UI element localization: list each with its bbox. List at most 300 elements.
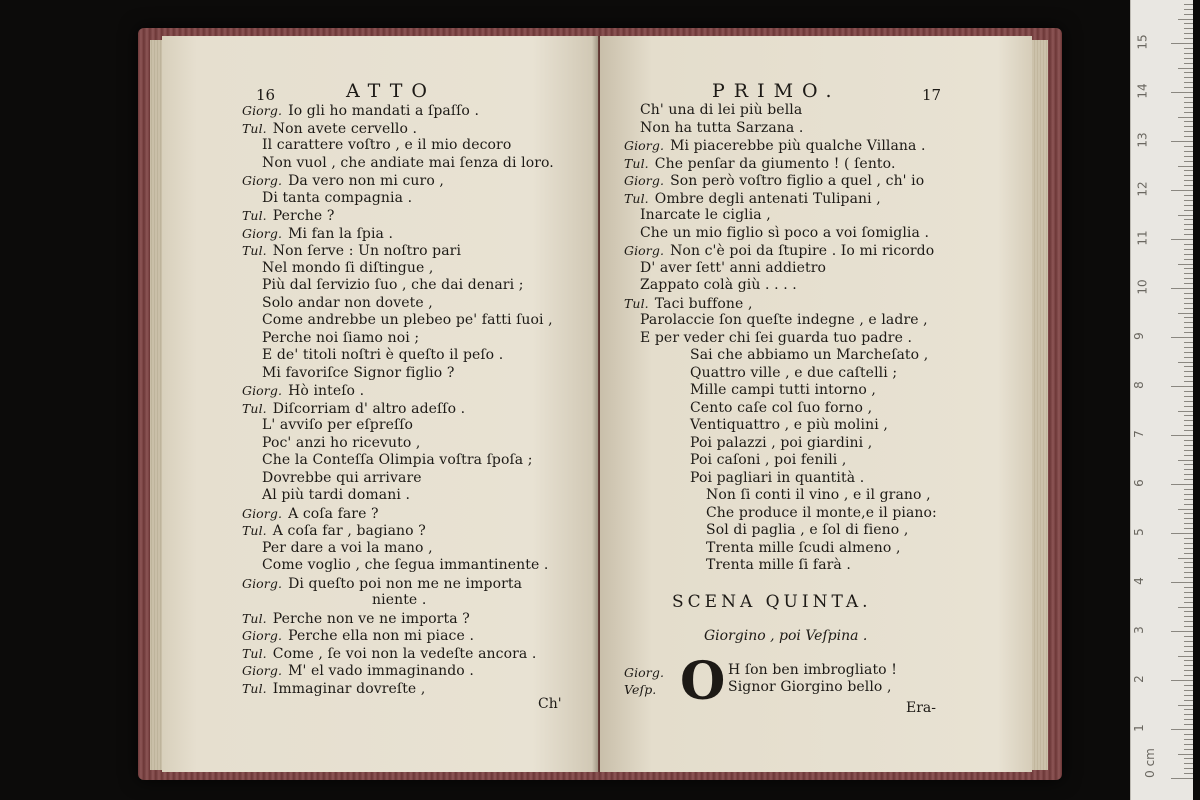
right-page-header: PRIMO. [712,80,841,102]
verse-line [262,312,553,329]
verse-line [242,225,393,243]
verse-text: Perche non ve ne importa ? [272,610,470,627]
ruler-label: 14 [1135,83,1150,99]
ruler-tick [1184,518,1193,519]
ruler-tick [1184,724,1193,725]
verse-text: Zappato colà giù . . . . [640,277,797,293]
right-page-number: 17 [922,86,942,104]
ruler-tick [1184,234,1193,235]
ruler-tick [1171,337,1193,338]
verse-line [640,225,929,242]
ruler-tick [1184,675,1193,676]
ruler-tick [1184,611,1193,612]
ruler-tick [1184,259,1193,260]
ruler-tick [1184,651,1193,652]
ruler-tick [1184,469,1193,470]
ruler-tick [1184,479,1193,480]
ruler-tick [1184,87,1193,88]
verse-text: Mi piacerebbe più qualche Villana . [670,138,926,154]
verse-line [690,452,847,469]
ruler-tick [1184,685,1193,686]
verse-line [706,522,908,539]
ruler-label: 1 [1131,724,1146,732]
verse-line [262,330,419,347]
verse-line [262,155,554,172]
verse-text: E de' titoli noſtri è queſto il peſo . [262,347,504,363]
ruler-tick [1184,636,1193,637]
ruler-tick [1184,244,1193,245]
ruler-tick [1178,117,1193,118]
measuring-ruler [1130,0,1193,800]
ruler-tick [1184,33,1193,34]
verse-text: Perche ? [272,208,335,224]
ruler-tick [1184,577,1193,578]
ruler-tick [1184,332,1193,333]
verse-text: Poc' anzi ho ricevuto , [262,434,421,451]
verse-line [640,102,802,119]
ruler-tick [1184,63,1193,64]
verse-line [640,120,803,137]
ruler-tick [1184,450,1193,451]
verse-text: Non avete cervello . [272,120,418,137]
verse-line [242,400,465,418]
verse-text: Non ha tutta Sarzana . [640,119,804,136]
speaker-label: Tul. [242,243,267,258]
ruler-tick [1184,665,1193,666]
verse-line [242,627,474,645]
verse-text: Per dare a voi la mano , [262,539,433,556]
ruler-tick [1184,616,1193,617]
ruler-tick [1184,357,1193,358]
verse-text: Sai che abbiamo un Marcheſato , [690,347,929,363]
ruler-tick [1184,474,1193,475]
verse-line [242,382,364,400]
left-page-number: 16 [256,86,276,104]
ruler-tick [1184,14,1193,15]
ruler-tick [1184,543,1193,544]
verse-line [624,155,896,173]
ruler-tick [1178,313,1193,314]
ruler-tick [1184,366,1193,367]
verse-text: Taci buffone , [654,295,753,312]
verse-line [624,172,924,190]
ruler-tick [1184,700,1193,701]
ruler-label: 5 [1131,528,1146,536]
ruler-tick [1184,455,1193,456]
verse-text: Signor Giorgino bello , [728,679,892,695]
verse-line [690,470,864,487]
speaker-label: Tul. [242,523,267,538]
speaker-label: Giorg. [624,138,665,153]
ruler-tick [1184,381,1193,382]
verse-text: Il carattere voſtro , e il mio decoro [262,137,512,153]
speaker-label: Tul. [242,645,267,661]
verse-text: Ventiquattro , e più molini , [690,417,888,433]
verse-text: Diſcorriam d' altro adeſſo . [272,400,466,417]
verse-text: Perche noi ſiamo noi ; [262,329,420,346]
ruler-tick [1184,504,1193,505]
ruler-tick [1184,528,1193,529]
ruler-tick [1171,631,1193,632]
ruler-tick [1184,538,1193,539]
verse-text: Poi pagliari in quantità . [690,469,865,486]
ruler-tick [1184,499,1193,500]
ruler-tick [1184,283,1193,284]
ruler-tick [1184,440,1193,441]
verse-line [262,347,503,364]
ruler-label: 11 [1135,230,1150,246]
verse-text: niente . [372,592,427,608]
verse-line [640,312,928,329]
verse-line [262,295,433,312]
verse-line [242,680,425,698]
ruler-tick [1171,680,1193,681]
ruler-tick [1184,739,1193,740]
ruler-label: 7 [1131,430,1146,438]
verse-line [640,330,912,347]
ruler-tick [1178,264,1193,265]
ruler-label: 12 [1135,181,1150,197]
ruler-tick [1184,695,1193,696]
ruler-tick [1184,749,1193,750]
drop-capital: O [680,651,726,712]
verse-line [706,487,931,504]
verse-line [262,277,524,294]
ruler-tick [1184,768,1193,769]
verse-line [690,417,888,434]
speaker-label: Tul. [242,208,267,223]
ruler-tick [1184,773,1193,774]
ruler-tick [1184,592,1193,593]
scene-title: SCENA QUINTA. [672,592,872,612]
verse-line [706,540,901,557]
ruler-label: 15 [1135,34,1150,50]
ruler-label: 8 [1131,381,1146,389]
left-catchword: Ch' [538,696,562,712]
speaker-label: Giorg. [242,628,283,643]
verse-text: Poi palazzi , poi giardini , [690,434,873,451]
ruler-tick [1178,509,1193,510]
verse-text: Dovrebbe qui arrivare [262,469,422,486]
speaker-label: Veſp. [624,682,657,697]
verse-line [690,365,897,382]
ruler-tick [1178,411,1193,412]
ruler-tick [1184,72,1193,73]
ruler-tick [1184,278,1193,279]
ruler-tick [1184,714,1193,715]
verse-line [242,610,470,628]
ruler-tick [1184,58,1193,59]
ruler-tick [1178,607,1193,608]
ruler-tick [1184,709,1193,710]
verse-line [262,435,420,452]
verse-line [640,260,826,277]
left-page [162,36,598,772]
ruler-tick [1184,430,1193,431]
speaker-label: Giorg. [624,173,665,188]
ruler-tick [1184,758,1193,759]
ruler-tick [1184,391,1193,392]
speaker-label: Tul. [242,120,267,136]
verse-text: Sol di paglia , e ſol di fieno , [706,522,909,538]
ruler-tick [1184,102,1193,103]
ruler-tick [1184,523,1193,524]
verse-text: Non ſerve : Un noſtro pari [272,243,462,259]
ruler-tick [1184,415,1193,416]
verse-line [262,470,422,487]
ruler-tick [1184,646,1193,647]
ruler-tick [1184,9,1193,10]
verse-line [690,382,876,399]
ruler-tick [1184,210,1193,211]
ruler-tick [1184,376,1193,377]
verse-text: Mi favoriſce Signor figlio ? [262,364,455,381]
ruler-tick [1184,660,1193,661]
verse-text: E per veder chi ſei guarda tuo padre . [640,329,913,346]
verse-text: Poi caſoni , poi fenili , [690,452,847,468]
verse-line [242,575,522,593]
ruler-tick [1184,229,1193,230]
verse-text: Cento caſe col ſuo forno , [690,399,873,416]
ruler-tick [1184,38,1193,39]
verse-line [706,505,937,522]
ruler-tick [1184,200,1193,201]
ruler-tick [1184,136,1193,137]
ruler-tick [1184,587,1193,588]
speaker-label: Giorg. [242,575,283,591]
ruler-tick [1178,215,1193,216]
ruler-tick [1184,396,1193,397]
ruler-tick [1184,293,1193,294]
verse-line [640,207,771,224]
ruler-label: 3 [1131,626,1146,634]
verse-line [242,645,536,663]
speaker-label: Giorg. [624,243,665,258]
verse-text: Che un mio figlio sì poco a voi ſomiglia . [640,224,930,241]
verse-text: M' el vado immaginando . [288,663,474,679]
ruler-tick [1184,53,1193,54]
ruler-tick [1184,597,1193,598]
ruler-tick [1178,166,1193,167]
ruler-tick [1184,621,1193,622]
verse-line [690,435,872,452]
verse-text: Solo andar non dovete , [262,294,433,311]
left-page-header: ATTO [346,80,436,102]
ruler-tick [1178,705,1193,706]
ruler-tick [1184,690,1193,691]
ruler-label: 6 [1131,479,1146,487]
verse-text: A coſa far , bagiano ? [272,523,426,539]
ruler-tick [1184,131,1193,132]
ruler-tick [1184,219,1193,220]
verse-line [262,557,548,574]
ruler-tick [1184,151,1193,152]
page-edges-right [1030,40,1048,770]
verse-line [624,137,926,155]
ruler-tick [1184,602,1193,603]
ruler-tick [1171,386,1193,387]
verse-text: Son però voſtro figlio a quel , ch' io [670,173,925,189]
ruler-tick [1184,249,1193,250]
verse-text: Come , ſe voi non la vedeſte ancora . [272,645,537,662]
verse-text: Che produce il monte,e il piano: [706,504,937,521]
ruler-tick [1184,273,1193,274]
ruler-tick [1184,28,1193,29]
ruler-tick [1184,327,1193,328]
verse-text: D' aver ſett' anni addietro [640,259,827,276]
verse-line [690,400,872,417]
verse-text: Al più tardi domani . [262,487,411,503]
ruler-tick [1184,670,1193,671]
ruler-tick [1184,489,1193,490]
ruler-tick [1184,298,1193,299]
ruler-tick [1184,347,1193,348]
verse-line [624,190,881,208]
verse-line [690,347,928,364]
ruler-tick [1178,460,1193,461]
verse-text: Trenta mille ſcudi almeno , [706,539,901,556]
verse-text: Io gli ho mandati a ſpaſſo . [288,103,480,119]
ruler-tick [1184,567,1193,568]
speaker-label: Tul. [624,295,649,311]
verse-line [242,522,426,540]
speaker-label: Giorg. [242,383,283,398]
right-page [600,36,1032,772]
ruler-tick [1184,97,1193,98]
ruler-tick [1171,533,1193,534]
verse-text: Mi fan la ſpia . [288,225,394,242]
ruler-tick [1171,729,1193,730]
ruler-tick [1184,82,1193,83]
verse-line [706,557,851,574]
ruler-tick [1184,175,1193,176]
ruler-tick [1184,112,1193,113]
verse-line [262,365,454,382]
verse-text: Da vero non mi curo , [288,173,444,189]
ruler-tick [1184,342,1193,343]
verse-text: Di tanta compagnia . [262,189,413,206]
scene-subtitle: Giorgino , poi Veſpina . [704,628,868,644]
ruler-tick [1178,558,1193,559]
speaker-label: Tul. [242,680,267,696]
right-catchword: Era- [906,700,936,716]
verse-line [242,207,334,225]
ruler-tick [1184,641,1193,642]
ruler-tick [1184,401,1193,402]
verse-text: Che penſar da giumento ! ( ſento. [654,155,896,172]
speaker-label: Tul. [624,155,649,171]
ruler-tick [1184,352,1193,353]
ruler-tick [1184,4,1193,5]
ruler-tick [1184,156,1193,157]
ruler-tick [1184,170,1193,171]
ruler-tick [1184,548,1193,549]
verse-text: Non ſi conti il vino , e il grano , [706,487,931,503]
speaker-label: Giorg. [242,103,283,118]
ruler-label: 0 cm [1142,748,1157,778]
ruler-tick [1184,48,1193,49]
verse-text: Come voglio , che ſegua immantinente . [262,557,549,573]
verse-text: L' avviſo per eſpreſſo [262,417,414,433]
ruler-label: 2 [1131,675,1146,683]
ruler-tick [1184,180,1193,181]
ruler-tick [1171,190,1193,191]
ruler-tick [1184,77,1193,78]
verse-text: Hò inteſo . [288,383,365,399]
verse-line [262,190,412,207]
speaker-label: Tul. [242,400,267,416]
speaker-label: Giorg. [242,225,283,241]
verse-line [262,540,433,557]
ruler-tick [1184,161,1193,162]
verse-line [262,452,533,469]
ruler-tick [1184,763,1193,764]
verse-text: H ſon ben imbrogliato ! [728,662,897,678]
verse-line [242,120,417,138]
ruler-tick [1184,268,1193,269]
speaker-label: Giorg. [624,665,665,680]
ruler-tick [1184,185,1193,186]
ruler-tick [1184,562,1193,563]
verse-line [242,172,444,190]
ruler-tick [1171,141,1193,142]
ruler-tick [1184,146,1193,147]
ruler-tick [1184,107,1193,108]
ruler-tick [1171,484,1193,485]
ruler-tick [1184,317,1193,318]
verse-text: Ch' una di lei più bella [640,102,803,118]
speaker-label: Giorg. [242,505,283,521]
ruler-label: 9 [1131,332,1146,340]
ruler-tick [1184,553,1193,554]
verse-text: Perche ella non mi piace . [288,628,474,644]
verse-line [262,137,511,154]
ruler-tick [1178,19,1193,20]
ruler-tick [1184,734,1193,735]
ruler-label: 10 [1135,279,1150,295]
ruler-tick [1171,43,1193,44]
ruler-tick [1178,656,1193,657]
ruler-label: 13 [1135,132,1150,148]
ruler-tick [1184,322,1193,323]
ruler-tick [1184,513,1193,514]
ruler-tick [1171,582,1193,583]
ruler-tick [1184,371,1193,372]
ruler-tick [1171,435,1193,436]
ruler-tick [1184,744,1193,745]
ruler-tick [1184,224,1193,225]
ruler-tick [1184,494,1193,495]
ruler-label: 4 [1131,577,1146,585]
verse-line [242,102,479,120]
ruler-tick [1184,303,1193,304]
verse-text: A coſa fare ? [288,505,379,522]
ruler-tick [1184,445,1193,446]
verse-line [242,242,461,260]
ruler-tick [1184,121,1193,122]
verse-line [242,505,379,523]
verse-text: Trenta mille ſi farà . [706,557,851,573]
ruler-tick [1184,254,1193,255]
verse-line [262,487,410,504]
ruler-tick [1171,92,1193,93]
verse-line [624,295,753,313]
ruler-tick [1178,68,1193,69]
verse-line [262,417,413,434]
verse-text: Inarcate le ciglia , [640,207,771,223]
verse-text: Che la Conteſſa Olimpia voſtra ſpoſa ; [262,452,533,468]
verse-text: Ombre degli antenati Tulipani , [654,190,881,207]
